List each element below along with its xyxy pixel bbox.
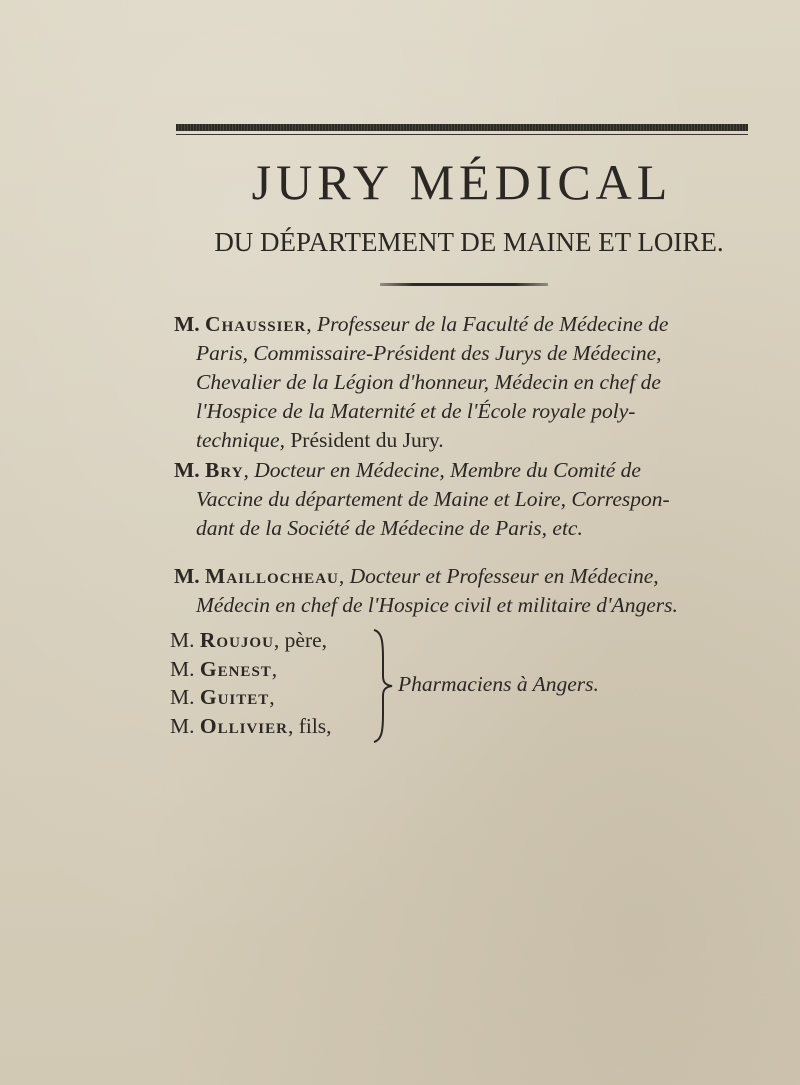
entry-line: dant de la Société de Médecine de Paris, etc. — [196, 516, 583, 540]
member-name: Ollivier — [199, 713, 288, 738]
page-subtitle: DU DÉPARTEMENT DE MAINE ET LOIRE. — [214, 227, 724, 257]
member-suffix: , — [269, 685, 275, 709]
grouping-brace — [370, 628, 396, 744]
member-name: Chaussier — [205, 312, 307, 336]
pharmacien-item — [170, 626, 332, 655]
entry-line: Vaccine du département de Maine et Loire, Correspon- — [196, 487, 670, 511]
member-title: , Docteur et Professeur en Médecine, — [338, 564, 659, 588]
jury-entry-chaussier — [174, 310, 754, 455]
pharmacien-item — [170, 712, 332, 741]
jury-entry-bry — [174, 456, 754, 543]
member-name: Maillocheau — [205, 564, 339, 588]
top-ornamental-rule — [176, 124, 748, 131]
honorific: M. — [170, 685, 195, 709]
section-divider — [380, 283, 548, 286]
entry-line — [174, 456, 754, 485]
top-thin-rule — [176, 134, 748, 135]
entry-text: technique, — [196, 428, 285, 452]
honorific: M. — [174, 458, 200, 482]
pharmacien-item — [170, 655, 332, 684]
member-title: , Docteur en Médecine, Membre du Comité de — [243, 458, 641, 482]
member-name: Genest — [199, 656, 272, 681]
entry-line: Médecin en chef de l'Hospice civil et militaire d'Angers. — [196, 593, 678, 617]
pharmacien-group-label: Pharmaciens à Angers. — [398, 672, 599, 696]
entry-line — [174, 562, 754, 591]
page-title: JURY MÉDICAL — [251, 154, 673, 210]
member-suffix: , — [271, 656, 278, 681]
pharmacien-list — [170, 626, 332, 740]
member-name: Guitet — [199, 685, 270, 709]
pharmacien-item — [170, 683, 332, 712]
honorific: M. — [174, 564, 200, 588]
entry-line — [174, 310, 754, 339]
member-suffix: , fils, — [287, 713, 332, 738]
honorific: M. — [174, 312, 200, 336]
honorific: M. — [170, 713, 195, 738]
member-name: Bry — [205, 458, 244, 482]
entry-line — [174, 426, 754, 455]
jury-role: Président du Jury. — [284, 428, 444, 452]
member-name: Roujou — [199, 628, 274, 652]
member-title: , Professeur de la Faculté de Médecine de — [306, 312, 669, 336]
honorific: M. — [170, 656, 195, 681]
honorific: M. — [170, 628, 195, 652]
member-suffix: , père, — [273, 628, 328, 652]
entry-line: Chevalier de la Légion d'honneur, Médecin en chef de — [196, 370, 661, 394]
jury-entry-maillocheau — [174, 562, 754, 620]
entry-line: l'Hospice de la Maternité et de l'École royale poly- — [196, 399, 636, 423]
entry-line: Paris, Commissaire-Président des Jurys de Médecine, — [196, 341, 662, 365]
